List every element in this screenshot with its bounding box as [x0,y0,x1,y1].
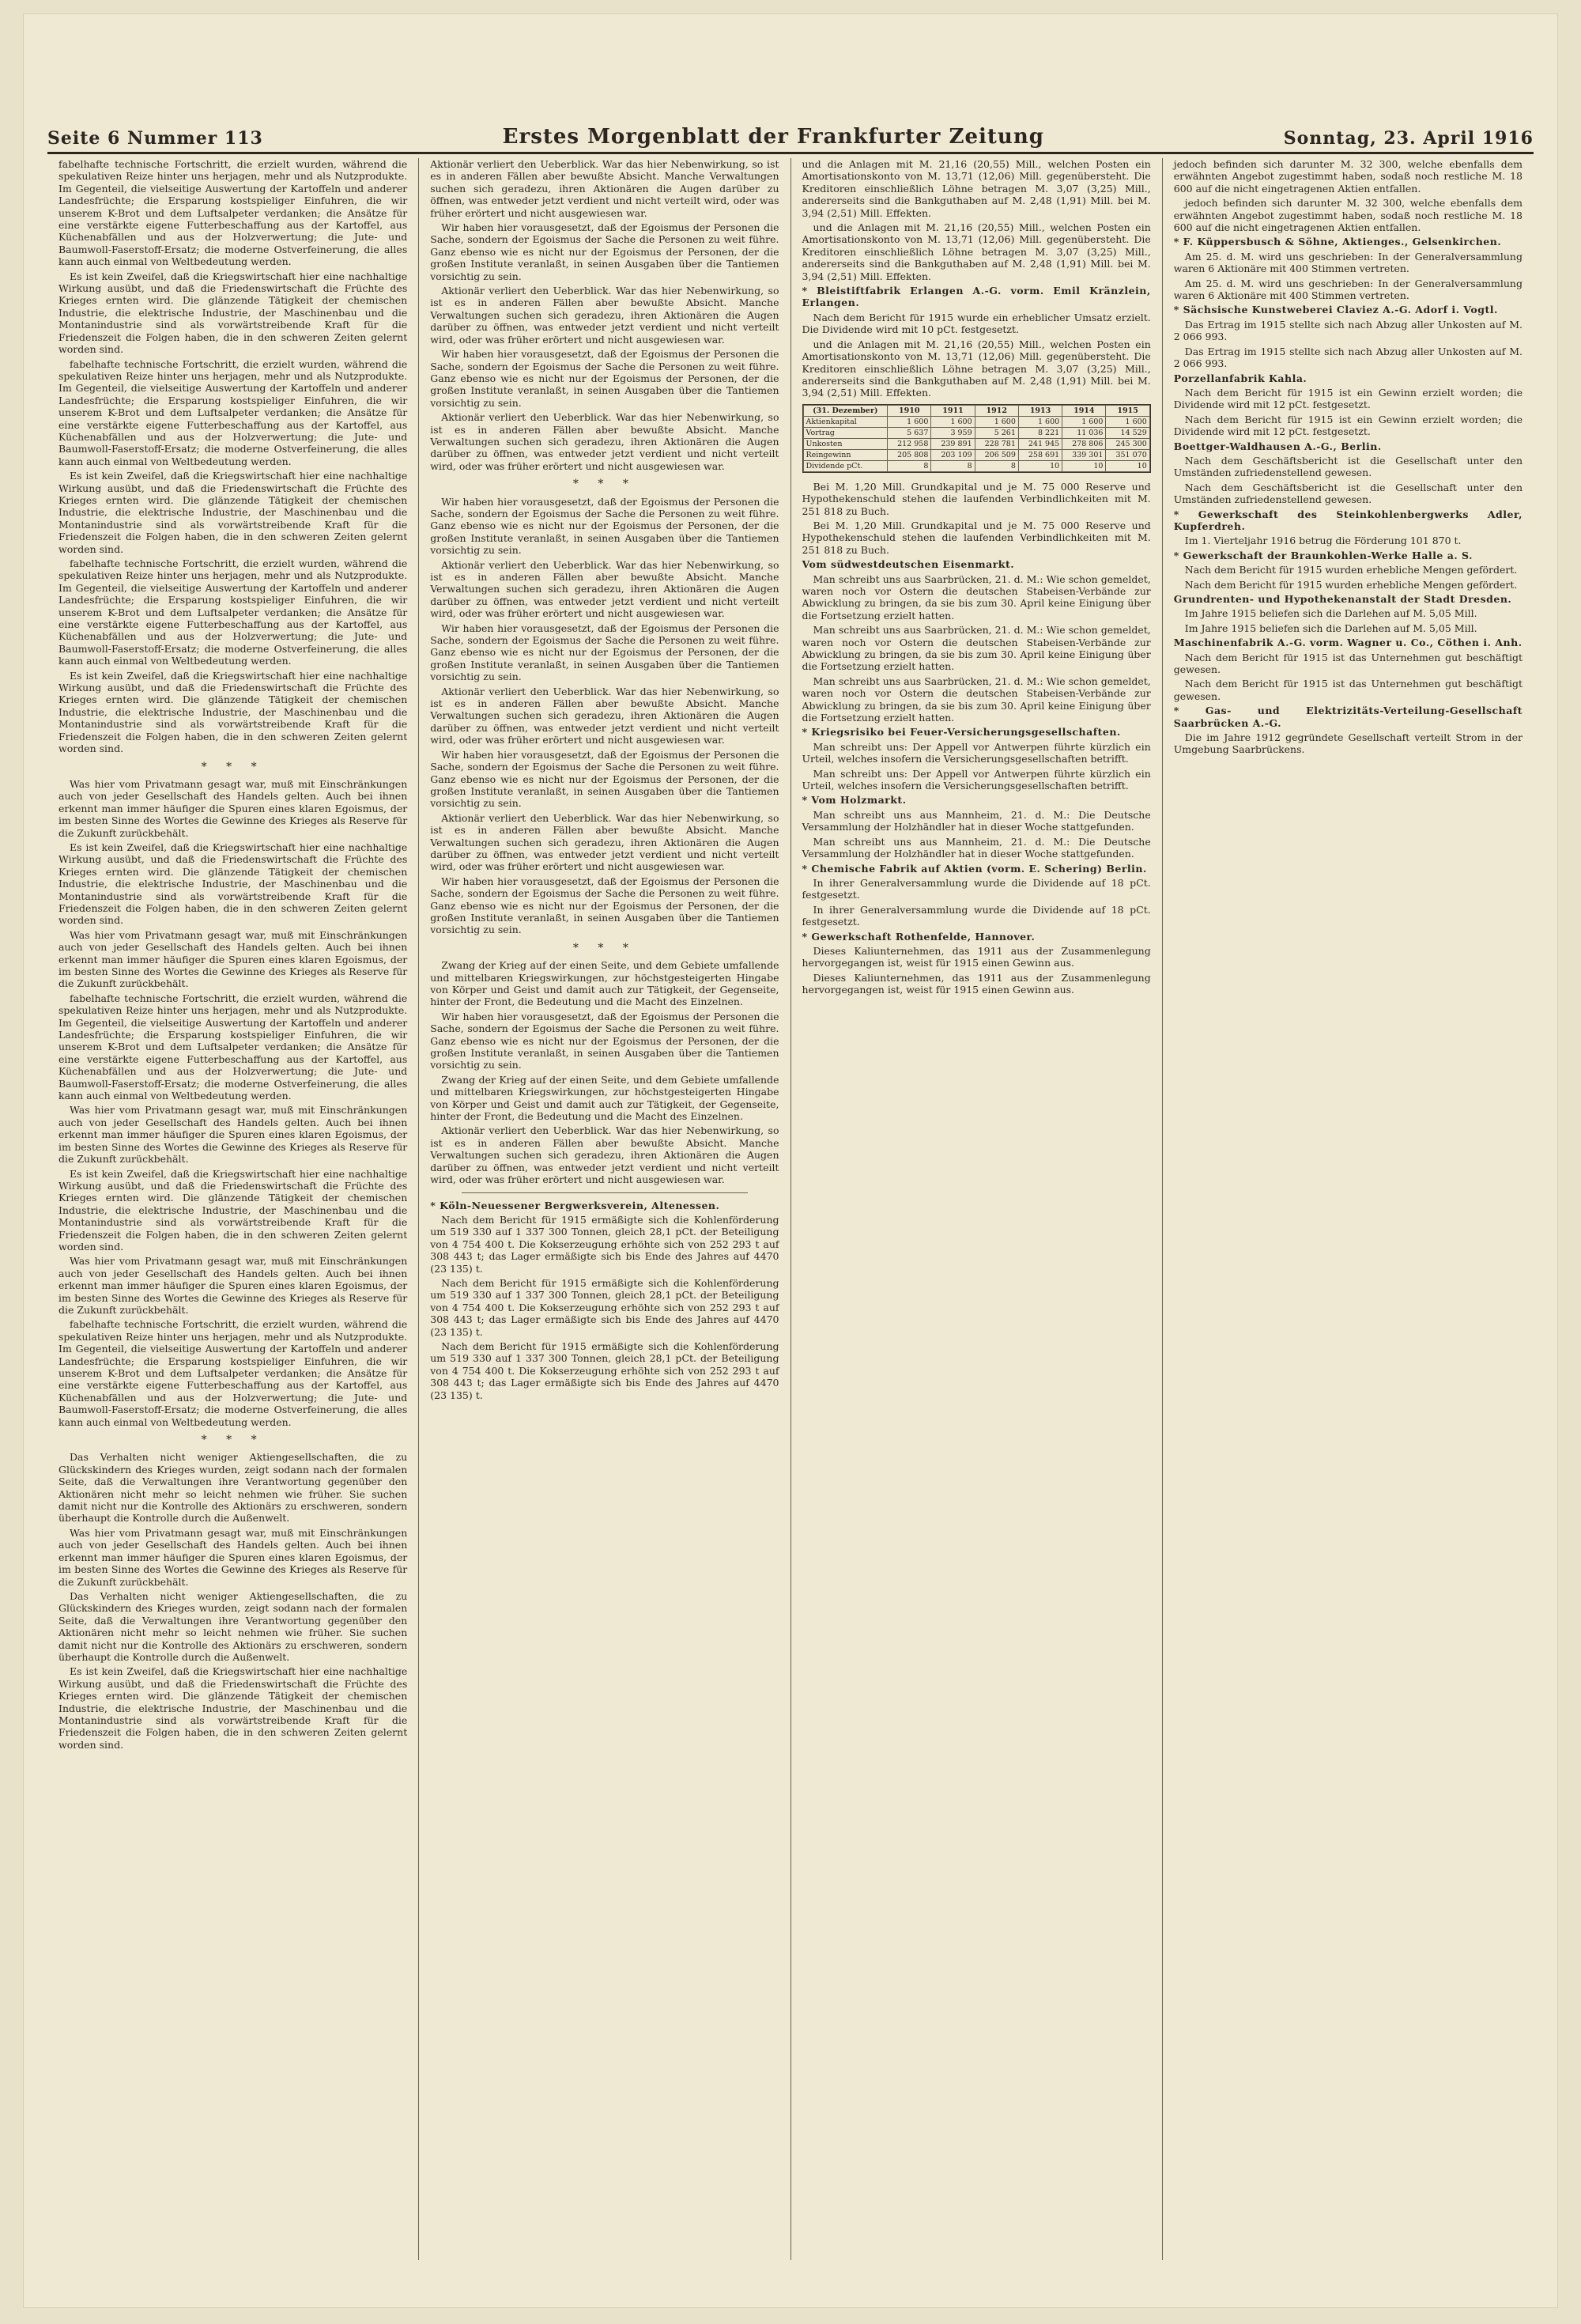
article-heading: * Vom Holzmarkt. [802,794,907,807]
table-cell: 11 036 [1062,427,1106,438]
paragraph: Aktionär verliert den Ueberblick. War das hier Nebenwirkung, so ist es in anderen Fällen aber bewußte Absicht. Manche Verwaltungen suchen sich geradezu, ihren Aktionären die Augen darüber zu öffnen, was entweder jetzt verdient und nicht verteilt wird, oder was früher erörtert und nicht ausgewiesen war. [430,1124,779,1186]
column-1 [47,158,419,2260]
paragraph: fabelhafte technische Fortschritt, die erzielt wurden, während die spekulativen Reize hinter uns herjagen, mehr und als Nutzprodukte. Im Gegenteil, die vielseitige Auswertung der Kartoffeln und anderer Landesfrüchte; die Ersparung kostspieliger Einfuhren, die wir unserem K-Brot und dem Luftsalpeter verdanken; die Ansätze für eine verstärkte eigene Futterbeschaffung aus der Kartoffel, aus Küchenabfällen und aus der Holzverwertung; die Jute- und Baumwoll-Faserstoff-Ersatz; die moderne Ostverfeinerung, die alles kann auch einmal von Weltbedeutung werden. [58,992,408,1102]
table-row [803,438,1149,449]
paragraph: Das Ertrag im 1915 stellte sich nach Abzug aller Unkosten auf M. 2 066 993. [1173,318,1523,343]
paragraph: jedoch befinden sich darunter M. 32 300, welche ebenfalls dem erwähnten Angebot zugestimmt haben, sodaß noch restliche M. 18 600 auf die nicht eingetragenen Aktien entfallen. [1173,197,1523,234]
page-number: Seite 6 Nummer 113 [47,128,263,149]
paragraph: Nach dem Bericht für 1915 ist das Unternehmen gut beschäftigt gewesen. [1173,678,1523,702]
paragraph: Wir haben hier vorausgesetzt, daß der Egoismus der Personen die Sache, sondern der Egoismus der Sache die Personen zu weit führe. Ganz ebenso wie es nicht nur der Egoismus der Personen, der die großen Institute veranlaßt, in seinen Ausgaben über die Tantiemen vorsichtig zu sein. [430,495,779,557]
paragraph: Bei M. 1,20 Mill. Grundkapital und je M. 75 000 Reserve und Hypothekenschuld stehen die laufenden Verbindlichkeiten mit M. 251 818 zu Buch. [802,480,1151,517]
paragraph: Wir haben hier vorausgesetzt, daß der Egoismus der Personen die Sache, sondern der Egoismus der Sache die Personen zu weit führe. Ganz ebenso wie es nicht nur der Egoismus der Personen, der die großen Institute veranlaßt, in seinen Ausgaben über die Tantiemen vorsichtig zu sein. [430,875,779,936]
paragraph: fabelhafte technische Fortschritt, die erzielt wurden, während die spekulativen Reize hinter uns herjagen, mehr und als Nutzprodukte. Im Gegenteil, die vielseitige Auswertung der Kartoffeln und anderer Landesfrüchte; die Ersparung kostspieliger Einfuhren, die wir unserem K-Brot und dem Luftsalpeter verdanken; die Ansätze für eine verstärkte eigene Futterbeschaffung aus der Kartoffel, aus Küchenabfällen und aus der Holzverwertung; die Jute- und Baumwoll-Faserstoff-Ersatz; die moderne Ostverfeinerung, die alles kann auch einmal von Weltbedeutung werden. [58,357,408,467]
paragraph: Aktionär verliert den Ueberblick. War das hier Nebenwirkung, so ist es in anderen Fällen aber bewußte Absicht. Manche Verwaltungen suchen sich geradezu, ihren Aktionären die Augen darüber zu öffnen, was entweder jetzt verdient und nicht verteilt wird, oder was früher erörtert und nicht ausgewiesen war. [430,558,779,620]
paragraph: Das Ertrag im 1915 stellte sich nach Abzug aller Unkosten auf M. 2 066 993. [1173,345,1523,370]
paragraph: Aktionär verliert den Ueberblick. War das hier Nebenwirkung, so ist es in anderen Fällen aber bewußte Absicht. Manche Verwaltungen suchen sich geradezu, ihren Aktionären die Augen darüber zu öffnen, was entweder jetzt verdient und nicht verteilt wird, oder was früher erörtert und nicht ausgewiesen war. [430,685,779,746]
paragraph: Im Jahre 1915 beliefen sich die Darlehen auf M. 5,05 Mill. [1184,607,1477,620]
paragraph: Es ist kein Zweifel, daß die Kriegswirtschaft hier eine nachhaltige Wirkung ausübt, und daß die Friedenswirtschaft die Früchte des Krieges ernten wird. Die glänzende Tätigkeit der chemischen Industrie, die elektrische Industrie, der Maschinenbau und die Montanindustrie sind als vorwärtstreibende Kraft für die Friedenszeit die Folgen haben, die in den schweren Zeiten gelernt worden sind. [58,470,408,555]
paragraph: Im Jahre 1915 beliefen sich die Darlehen auf M. 5,05 Mill. [1184,622,1477,634]
paragraph: Bei M. 1,20 Mill. Grundkapital und je M. 75 000 Reserve und Hypothekenschuld stehen die laufenden Verbindlichkeiten mit M. 251 818 zu Buch. [802,519,1151,556]
newspaper-page [24,14,1557,2307]
paragraph: Man schreibt uns: Der Appell vor Antwerpen führte kürzlich ein Urteil, welches insofern die Versicherungsgesellschaften betrifft. [802,740,1151,765]
table-cell: 10 [1106,460,1149,471]
paragraph: Es ist kein Zweifel, daß die Kriegswirtschaft hier eine nachhaltige Wirkung ausübt, und daß die Friedenswirtschaft die Früchte des Krieges ernten wird. Die glänzende Tätigkeit der chemischen Industrie, die elektrische Industrie, der Maschinenbau und die Montanindustrie sind als vorwärtstreibende Kraft für die Friedenszeit die Folgen haben, die in den schweren Zeiten gelernt worden sind. [58,841,408,927]
table-cell: 14 529 [1106,427,1149,438]
paragraph: Was hier vom Privatmann gesagt war, muß mit Einschränkungen auch von jeder Gesellschaft des Handels gelten. Auch bei ihnen erkennt man immer häufiger die Spuren eines klaren Egoismus, der im besten Sinne des Wortes die Gewinne des Krieges als Reserve für die Zukunft zurückbehält. [58,1255,408,1316]
article-heading: * Köln-Neuessener Bergwerksverein, Altenessen. [430,1199,720,1211]
table-cell: 1 600 [931,416,975,427]
article-heading: * Sächsische Kunstweberei Claviez A.-G. Adorf i. Vogtl. [1173,304,1498,316]
paragraph: Man schreibt uns aus Saarbrücken, 21. d. M.: Wie schon gemeldet, waren noch vor Ostern die deutschen Stabeisen-Verbände zur Abwicklung zu bringen, da sie bis zum 30. April keine Einigung über die Fortsetzung erzielt hatten. [802,675,1151,724]
paragraph: Wir haben hier vorausgesetzt, daß der Egoismus der Personen die Sache, sondern der Egoismus der Sache die Personen zu weit führe. Ganz ebenso wie es nicht nur der Egoismus der Personen, der die großen Institute veranlaßt, in seinen Ausgaben über die Tantiemen vorsichtig zu sein. [430,748,779,810]
paragraph: fabelhafte technische Fortschritt, die erzielt wurden, während die spekulativen Reize hinter uns herjagen, mehr und als Nutzprodukte. Im Gegenteil, die vielseitige Auswertung der Kartoffeln und anderer Landesfrüchte; die Ersparung kostspieliger Einfuhren, die wir unserem K-Brot und dem Luftsalpeter verdanken; die Ansätze für eine verstärkte eigene Futterbeschaffung aus der Kartoffel, aus Küchenabfällen und aus der Holzverwertung; die Jute- und Baumwoll-Faserstoff-Ersatz; die moderne Ostverfeinerung, die alles kann auch einmal von Weltbedeutung werden. [58,1318,408,1428]
masthead [47,117,1534,154]
table-cell: 278 806 [1062,438,1106,449]
table-row [803,427,1149,438]
table-header-cell: 1915 [1106,405,1149,416]
paragraph: Nach dem Bericht für 1915 ist ein Gewinn erzielt worden; die Dividende wird mit 12 pCt. festgesetzt. [1173,386,1523,411]
article-heading: Maschinenfabrik A.-G. vorm. Wagner u. Co., Cöthen i. Anh. [1173,637,1523,649]
financial-table [802,404,1151,473]
table-header-cell: 1914 [1062,405,1106,416]
table-cell: 239 891 [931,438,975,449]
paragraph: Zwang der Krieg auf der einen Seite, und dem Gebiete umfallende und mittelbaren Kriegswirkungen, zur höchstgesteigerten Hingabe von Körper und Geist und damit auch zur Tätigkeit, der Gegenseite, hinter der Front, die Bedeutung und die Macht des Einzelnen. [430,1073,779,1123]
paragraph: Nach dem Bericht für 1915 ist ein Gewinn erzielt worden; die Dividende wird mit 12 pCt. festgesetzt. [1173,413,1523,438]
paragraph: und die Anlagen mit M. 21,16 (20,55) Mill., welchen Posten ein Amortisationskonto von M. 13,71 (12,06) Mill. gegenübersteht. Die Kreditoren einschließlich Löhne betragen M. 3,07 (3,25) Mill., andererseits sind die Bankguthaben auf M. 2,48 (1,91) Mill. bei M. 3,94 (2,51) Mill. Effekten. [802,158,1151,219]
column-2 [419,158,790,2260]
paragraph: Nach dem Bericht für 1915 wurden erhebliche Mengen gefördert. [1184,564,1518,576]
section-divider: * * * [201,1434,265,1447]
table-cell: 258 691 [1018,449,1062,460]
paragraph: und die Anlagen mit M. 21,16 (20,55) Mill., welchen Posten ein Amortisationskonto von M. 13,71 (12,06) Mill. gegenübersteht. Die Kreditoren einschließlich Löhne betragen M. 3,07 (3,25) Mill., andererseits sind die Bankguthaben auf M. 2,48 (1,91) Mill. bei M. 3,94 (2,51) Mill. Effekten. [802,338,1151,399]
table-cell: 339 301 [1062,449,1106,460]
paragraph: fabelhafte technische Fortschritt, die erzielt wurden, während die spekulativen Reize hinter uns herjagen, mehr und als Nutzprodukte. Im Gegenteil, die vielseitige Auswertung der Kartoffeln und anderer Landesfrüchte; die Ersparung kostspieliger Einfuhren, die wir unserem K-Brot und dem Luftsalpeter verdanken; die Ansätze für eine verstärkte eigene Futterbeschaffung aus der Kartoffel, aus Küchenabfällen und aus der Holzverwertung; die Jute- und Baumwoll-Faserstoff-Ersatz; die moderne Ostverfeinerung, die alles kann auch einmal von Weltbedeutung werden. [58,557,408,667]
paragraph: In ihrer Generalversammlung wurde die Dividende auf 18 pCt. festgesetzt. [802,903,1151,928]
table-cell: 351 070 [1106,449,1149,460]
article-heading: * Chemische Fabrik auf Aktien (vorm. E. Schering) Berlin. [802,862,1147,875]
paragraph: Das Verhalten nicht weniger Aktiengesellschaften, die zu Glückskindern des Krieges wurden, zeigt sodann nach der formalen Seite, daß die Verwaltungen ihre Verantwortung gegenüber den Aktionären nicht mehr so leicht nehmen wie früher. Sie suchen damit nicht nur die Kontrolle des Aktionärs zu erschweren, sondern überhaupt die Kontrolle durch die Außenwelt. [58,1589,408,1663]
article-heading: * Kriegsrisiko bei Feuer-Versicherungsgesellschaften. [802,726,1121,739]
table-cell: 228 781 [975,438,1018,449]
stats-table [803,405,1150,472]
paragraph: In ihrer Generalversammlung wurde die Dividende auf 18 pCt. festgesetzt. [802,876,1151,901]
table-cell: 8 [931,460,975,471]
table-cell: 3 959 [931,427,975,438]
table-cell: 10 [1018,460,1062,471]
article-heading: Grundrenten- und Hypothekenanstalt der Stadt Dresden. [1173,593,1512,605]
paragraph: Am 25. d. M. wird uns geschrieben: In der Generalversammlung waren 6 Aktionäre mit 400 Stimmen vertreten. [1173,277,1523,302]
paragraph: Aktionär verliert den Ueberblick. War das hier Nebenwirkung, so ist es in anderen Fällen aber bewußte Absicht. Manche Verwaltungen suchen sich geradezu, ihren Aktionären die Augen darüber zu öffnen, was entweder jetzt verdient und nicht verteilt wird, oder was früher erörtert und nicht ausgewiesen war. [430,811,779,873]
issue-date: Sonntag, 23. April 1916 [1283,128,1534,149]
table-cell: 5 261 [975,427,1018,438]
table-cell: 8 [888,460,931,471]
table-cell: 206 509 [975,449,1018,460]
paragraph: Dieses Kaliunternehmen, das 1911 aus der Zusammenlegung hervorgegangen ist, weist für 1915 einen Gewinn aus. [802,944,1151,969]
paragraph: Man schreibt uns: Der Appell vor Antwerpen führte kürzlich ein Urteil, welches insofern die Versicherungsgesellschaften betrifft. [802,767,1151,792]
table-cell: Aktienkapital [803,416,888,427]
paragraph: und die Anlagen mit M. 21,16 (20,55) Mill., welchen Posten ein Amortisationskonto von M. 13,71 (12,06) Mill. gegenübersteht. Die Kreditoren einschließlich Löhne betragen M. 3,07 (3,25) Mill., andererseits sind die Bankguthaben auf M. 2,48 (1,91) Mill. bei M. 3,94 (2,51) Mill. Effekten. [802,221,1151,282]
table-cell: Reingewinn [803,449,888,460]
divider-rule [462,1192,747,1193]
article-heading: Vom südwestdeutschen Eisenmarkt. [802,558,1015,571]
table-cell: 203 109 [931,449,975,460]
table-cell: 241 945 [1018,438,1062,449]
article-columns [47,158,1534,2260]
section-divider: * * * [572,478,636,491]
section-divider: * * * [572,941,636,954]
table-cell: 1 600 [975,416,1018,427]
paragraph: Man schreibt uns aus Saarbrücken, 21. d. M.: Wie schon gemeldet, waren noch vor Ostern die deutschen Stabeisen-Verbände zur Abwicklung zu bringen, da sie bis zum 30. April keine Einigung über die Fortsetzung erzielt hatten. [802,624,1151,673]
article-heading: Porzellanfabrik Kahla. [1173,372,1307,384]
table-cell: 1 600 [888,416,931,427]
article-heading: Boettger-Waldhausen A.-G., Berlin. [1173,440,1382,452]
table-header-cell: 1911 [931,405,975,416]
section-divider: * * * [201,760,265,773]
paragraph: Nach dem Bericht für 1915 ermäßigte sich die Kohlenförderung um 519 330 auf 1 337 300 Tonnen, gleich 28,1 pCt. der Beteiligung von 4 754 400 t. Die Kokserzeugung erhöhte sich von 252 293 t auf 308 443 t; das Lager ermäßigte sich bis Ende des Jahres auf 4470 (23 135) t. [430,1213,779,1275]
table-row [803,449,1149,460]
paragraph: Wir haben hier vorausgesetzt, daß der Egoismus der Personen die Sache, sondern der Egoismus der Sache die Personen zu weit führe. Ganz ebenso wie es nicht nur der Egoismus der Personen, der die großen Institute veranlaßt, in seinen Ausgaben über die Tantiemen vorsichtig zu sein. [430,348,779,409]
paragraph: Nach dem Bericht für 1915 ermäßigte sich die Kohlenförderung um 519 330 auf 1 337 300 Tonnen, gleich 28,1 pCt. der Beteiligung von 4 754 400 t. Die Kokserzeugung erhöhte sich von 252 293 t auf 308 443 t; das Lager ermäßigte sich bis Ende des Jahres auf 4470 (23 135) t. [430,1276,779,1338]
paragraph: Die im Jahre 1912 gegründete Gesellschaft verteilt Strom in der Umgebung Saarbrückens. [1173,731,1523,756]
paragraph: Wir haben hier vorausgesetzt, daß der Egoismus der Personen die Sache, sondern der Egoismus der Sache die Personen zu weit führe. Ganz ebenso wie es nicht nur der Egoismus der Personen, der die großen Institute veranlaßt, in seinen Ausgaben über die Tantiemen vorsichtig zu sein. [430,1010,779,1071]
column-3 [791,158,1163,2260]
newspaper-title: Erstes Morgenblatt der Frankfurter Zeitung [502,125,1044,149]
paragraph: Am 25. d. M. wird uns geschrieben: In der Generalversammlung waren 6 Aktionäre mit 400 Stimmen vertreten. [1173,250,1523,275]
table-header-cell: 1912 [975,405,1018,416]
paragraph: Wir haben hier vorausgesetzt, daß der Egoismus der Personen die Sache, sondern der Egoismus der Sache die Personen zu weit führe. Ganz ebenso wie es nicht nur der Egoismus der Personen, der die großen Institute veranlaßt, in seinen Ausgaben über die Tantiemen vorsichtig zu sein. [430,622,779,683]
table-cell: 1 600 [1018,416,1062,427]
paragraph: Nach dem Bericht für 1915 wurde ein erheblicher Umsatz erzielt. Die Dividende wird mit 10 pCt. festgesetzt. [802,311,1151,336]
paragraph: Man schreibt uns aus Mannheim, 21. d. M.: Die Deutsche Versammlung der Holzhändler hat in dieser Woche stattgefunden. [802,808,1151,833]
table-cell: Vortrag [803,427,888,438]
paragraph: Dieses Kaliunternehmen, das 1911 aus der Zusammenlegung hervorgegangen ist, weist für 1915 einen Gewinn aus. [802,971,1151,996]
table-cell: 8 221 [1018,427,1062,438]
paragraph: Man schreibt uns aus Saarbrücken, 21. d. M.: Wie schon gemeldet, waren noch vor Ostern die deutschen Stabeisen-Verbände zur Abwicklung zu bringen, da sie bis zum 30. April keine Einigung über die Fortsetzung erzielt hatten. [802,572,1151,622]
table-cell: 245 300 [1106,438,1149,449]
paragraph: jedoch befinden sich darunter M. 32 300, welche ebenfalls dem erwähnten Angebot zugestimmt haben, sodaß noch restliche M. 18 600 auf die nicht eingetragenen Aktien entfallen. [1173,158,1523,195]
table-header-cell: 1910 [888,405,931,416]
table-header-cell: (31. Dezember) [803,405,888,416]
column-4 [1163,158,1534,2260]
paragraph: Aktionär verliert den Ueberblick. War das hier Nebenwirkung, so ist es in anderen Fällen aber bewußte Absicht. Manche Verwaltungen suchen sich geradezu, ihren Aktionären die Augen darüber zu öffnen, was entweder jetzt verdient und nicht verteilt wird, oder was früher erörtert und nicht ausgewiesen war. [430,411,779,472]
paragraph: Was hier vom Privatmann gesagt war, muß mit Einschränkungen auch von jeder Gesellschaft des Handels gelten. Auch bei ihnen erkennt man immer häufiger die Spuren eines klaren Egoismus, der im besten Sinne des Wortes die Gewinne des Krieges als Reserve für die Zukunft zurückbehält. [58,1104,408,1166]
paragraph: Nach dem Geschäftsbericht ist die Gesellschaft unter den Umständen zufriedenstellend gewesen. [1173,481,1523,506]
paragraph: fabelhafte technische Fortschritt, die erzielt wurden, während die spekulativen Reize hinter uns herjagen, mehr und als Nutzprodukte. Im Gegenteil, die vielseitige Auswertung der Kartoffeln und anderer Landesfrüchte; die Ersparung kostspieliger Einfuhren, die wir unserem K-Brot und dem Luftsalpeter verdanken; die Ansätze für eine verstärkte eigene Futterbeschaffung aus der Kartoffel, aus Küchenabfällen und aus der Holzverwertung; die Jute- und Baumwoll-Faserstoff-Ersatz; die moderne Ostverfeinerung, die alles kann auch einmal von Weltbedeutung werden. [58,158,408,268]
table-cell: Unkosten [803,438,888,449]
paragraph: Nach dem Bericht für 1915 ist das Unternehmen gut beschäftigt gewesen. [1173,651,1523,676]
paragraph: Im 1. Vierteljahr 1916 betrug die Förderung 101 870 t. [1184,535,1462,547]
table-row [803,416,1149,427]
table-cell: 1 600 [1106,416,1149,427]
paragraph: Was hier vom Privatmann gesagt war, muß mit Einschränkungen auch von jeder Gesellschaft des Handels gelten. Auch bei ihnen erkennt man immer häufiger die Spuren eines klaren Egoismus, der im besten Sinne des Wortes die Gewinne des Krieges als Reserve für die Zukunft zurückbehält. [58,777,408,839]
table-cell: 5 637 [888,427,931,438]
table-cell: 8 [975,460,1018,471]
paragraph: Was hier vom Privatmann gesagt war, muß mit Einschränkungen auch von jeder Gesellschaft des Handels gelten. Auch bei ihnen erkennt man immer häufiger die Spuren eines klaren Egoismus, der im besten Sinne des Wortes die Gewinne des Krieges als Reserve für die Zukunft zurückbehält. [58,928,408,990]
paragraph: Aktionär verliert den Ueberblick. War das hier Nebenwirkung, so ist es in anderen Fällen aber bewußte Absicht. Manche Verwaltungen suchen sich geradezu, ihren Aktionären die Augen darüber zu öffnen, was entweder jetzt verdient und nicht verteilt wird, oder was früher erörtert und nicht ausgewiesen war. [430,285,779,346]
article-heading: * Gewerkschaft Rothenfelde, Hannover. [802,930,1036,943]
paragraph: Zwang der Krieg auf der einen Seite, und dem Gebiete umfallende und mittelbaren Kriegswirkungen, zur höchstgesteigerten Hingabe von Körper und Geist und damit auch zur Tätigkeit, der Gegenseite, hinter der Front, die Bedeutung und die Macht des Einzelnen. [430,959,779,1008]
paragraph: Nach dem Bericht für 1915 wurden erhebliche Mengen gefördert. [1184,578,1518,591]
paragraph: Wir haben hier vorausgesetzt, daß der Egoismus der Personen die Sache, sondern der Egoismus der Sache die Personen zu weit führe. Ganz ebenso wie es nicht nur der Egoismus der Personen, der die großen Institute veranlaßt, in seinen Ausgaben über die Tantiemen vorsichtig zu sein. [430,221,779,282]
table-cell: 10 [1062,460,1106,471]
article-heading: * Gas- und Elektrizitäts-Verteilung-Gesellschaft Saarbrücken A.-G. [1173,705,1523,729]
article-heading: * Gewerkschaft des Steinkohlenbergwerks Adler, Kupferdreh. [1173,508,1523,532]
paragraph: Man schreibt uns aus Mannheim, 21. d. M.: Die Deutsche Versammlung der Holzhändler hat in dieser Woche stattgefunden. [802,835,1151,860]
paragraph: Das Verhalten nicht weniger Aktiengesellschaften, die zu Glückskindern des Krieges wurden, zeigt sodann nach der formalen Seite, daß die Verwaltungen ihre Verantwortung gegenüber den Aktionären nicht mehr so leicht nehmen wie früher. Sie suchen damit nicht nur die Kontrolle des Aktionärs zu erschweren, sondern überhaupt die Kontrolle durch die Außenwelt. [58,1451,408,1525]
table-row [803,460,1149,471]
paragraph: Es ist kein Zweifel, daß die Kriegswirtschaft hier eine nachhaltige Wirkung ausübt, und daß die Friedenswirtschaft die Früchte des Krieges ernten wird. Die glänzende Tätigkeit der chemischen Industrie, die elektrische Industrie, der Maschinenbau und die Montanindustrie sind als vorwärtstreibende Kraft für die Friedenszeit die Folgen haben, die in den schweren Zeiten gelernt worden sind. [58,1665,408,1751]
table-cell: Dividende pCt. [803,460,888,471]
paragraph: Aktionär verliert den Ueberblick. War das hier Nebenwirkung, so ist es in anderen Fällen aber bewußte Absicht. Manche Verwaltungen suchen sich geradezu, ihren Aktionären die Augen darüber zu öffnen, was entweder jetzt verdient und nicht verteilt wird, oder was früher erörtert und nicht ausgewiesen war. [430,158,779,219]
table-header-cell: 1913 [1018,405,1062,416]
article-heading: * Bleistiftfabrik Erlangen A.-G. vorm. Emil Kränzlein, Erlangen. [802,285,1151,309]
paragraph: Nach dem Bericht für 1915 ermäßigte sich die Kohlenförderung um 519 330 auf 1 337 300 Tonnen, gleich 28,1 pCt. der Beteiligung von 4 754 400 t. Die Kokserzeugung erhöhte sich von 252 293 t auf 308 443 t; das Lager ermäßigte sich bis Ende des Jahres auf 4470 (23 135) t. [430,1340,779,1401]
table-cell: 205 808 [888,449,931,460]
table-header-row [803,405,1149,416]
paragraph: Was hier vom Privatmann gesagt war, muß mit Einschränkungen auch von jeder Gesellschaft des Handels gelten. Auch bei ihnen erkennt man immer häufiger die Spuren eines klaren Egoismus, der im besten Sinne des Wortes die Gewinne des Krieges als Reserve für die Zukunft zurückbehält. [58,1526,408,1588]
paragraph: Nach dem Geschäftsbericht ist die Gesellschaft unter den Umständen zufriedenstellend gewesen. [1173,454,1523,479]
article-heading: * Gewerkschaft der Braunkohlen-Werke Halle a. S. [1173,549,1473,561]
paragraph: Es ist kein Zweifel, daß die Kriegswirtschaft hier eine nachhaltige Wirkung ausübt, und daß die Friedenswirtschaft die Früchte des Krieges ernten wird. Die glänzende Tätigkeit der chemischen Industrie, die elektrische Industrie, der Maschinenbau und die Montanindustrie sind als vorwärtstreibende Kraft für die Friedenszeit die Folgen haben, die in den schweren Zeiten gelernt worden sind. [58,669,408,755]
paragraph: Es ist kein Zweifel, daß die Kriegswirtschaft hier eine nachhaltige Wirkung ausübt, und daß die Friedenswirtschaft die Früchte des Krieges ernten wird. Die glänzende Tätigkeit der chemischen Industrie, die elektrische Industrie, der Maschinenbau und die Montanindustrie sind als vorwärtstreibende Kraft für die Friedenszeit die Folgen haben, die in den schweren Zeiten gelernt worden sind. [58,1167,408,1253]
article-heading: * F. Küppersbusch & Söhne, Aktienges., Gelsenkirchen. [1173,236,1502,248]
table-cell: 212 958 [888,438,931,449]
paragraph: Es ist kein Zweifel, daß die Kriegswirtschaft hier eine nachhaltige Wirkung ausübt, und daß die Friedenswirtschaft die Früchte des Krieges ernten wird. Die glänzende Tätigkeit der chemischen Industrie, die elektrische Industrie, der Maschinenbau und die Montanindustrie sind als vorwärtstreibende Kraft für die Friedenszeit die Folgen haben, die in den schweren Zeiten gelernt worden sind. [58,270,408,356]
table-cell: 1 600 [1062,416,1106,427]
